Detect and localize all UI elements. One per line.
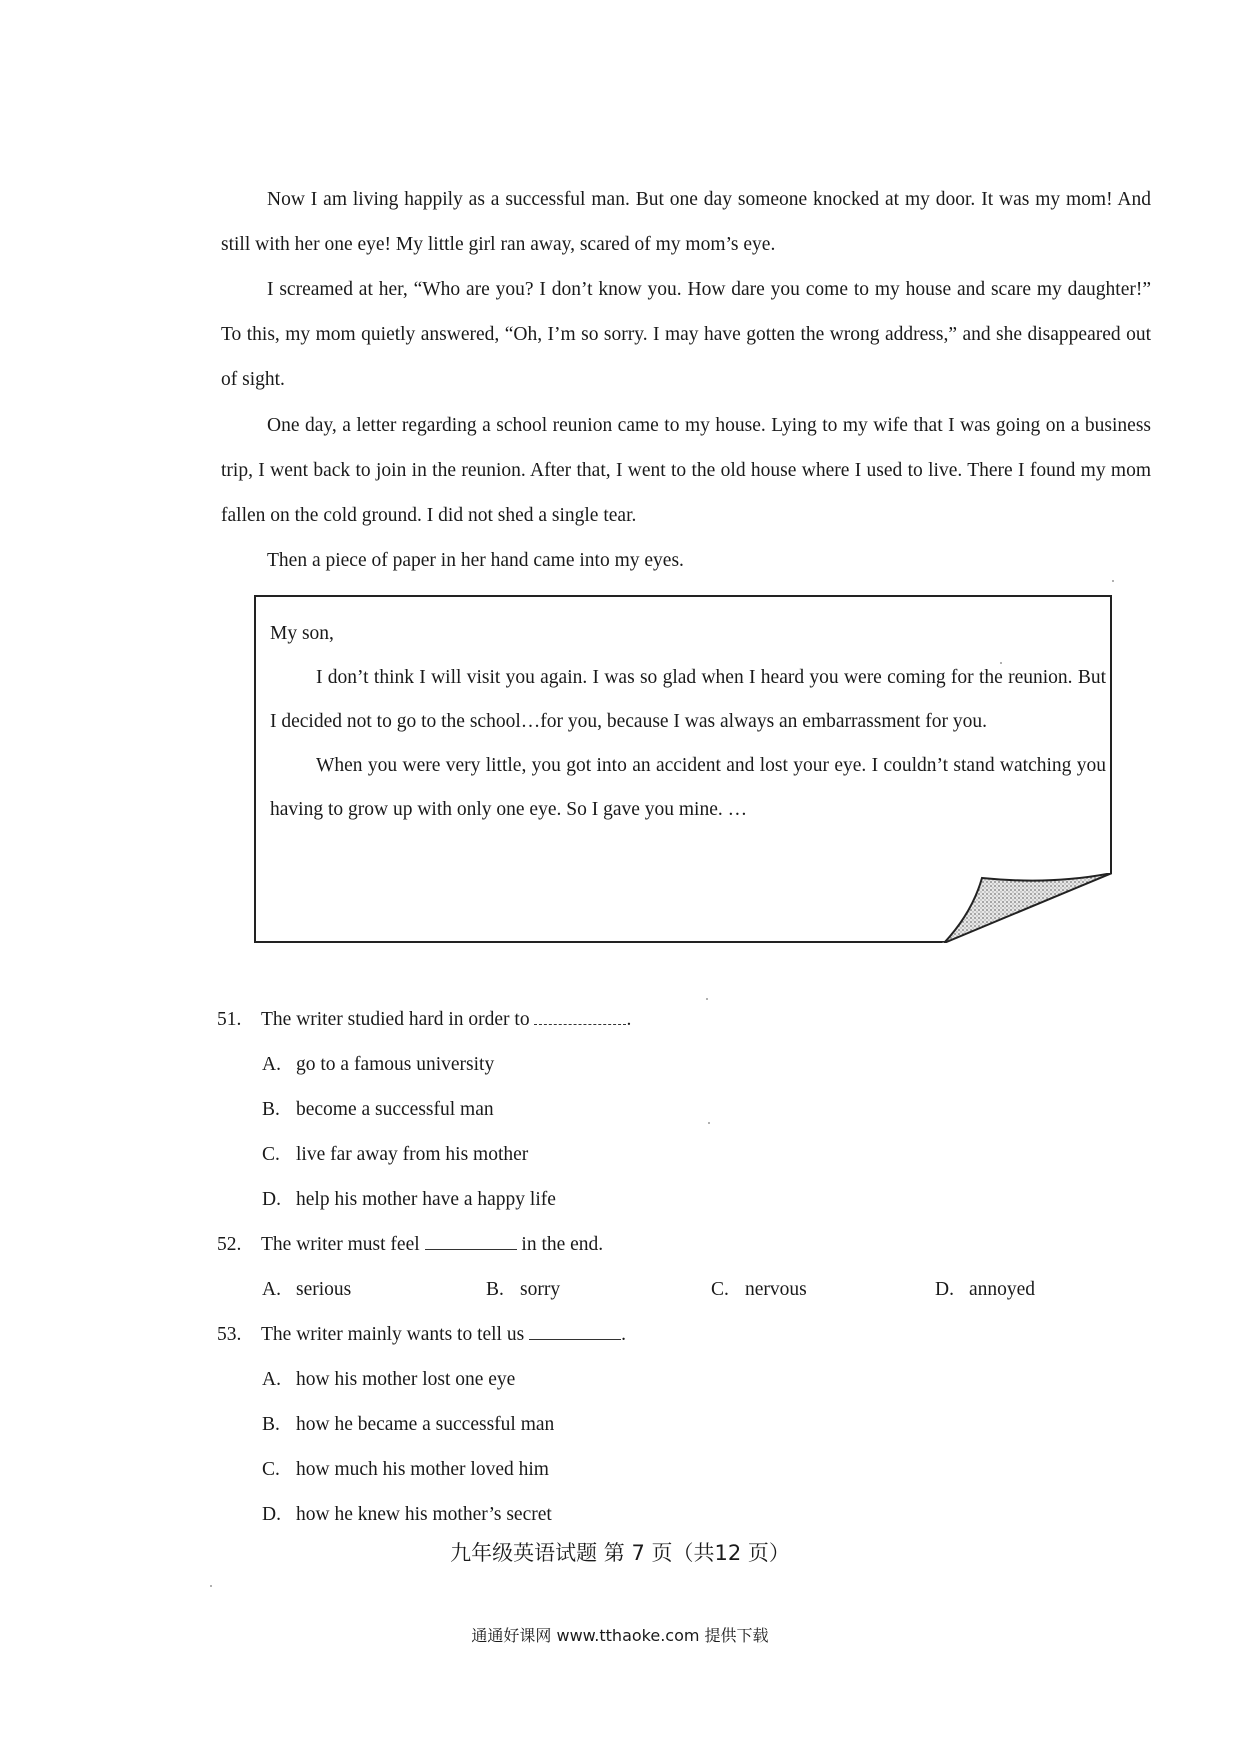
option-52-b [486,1267,560,1312]
option-key: C. [262,1459,280,1480]
option-53-d [262,1492,552,1537]
option-51-b [262,1087,494,1132]
option-key: A. [262,1054,281,1075]
option-text: go to a famous university [296,1054,495,1075]
question-53 [217,1312,626,1357]
download-note: 通通好课网 www.tthaoke.com 提供下载 [471,1626,769,1645]
option-text: nervous [745,1279,807,1300]
option-key: D. [262,1189,281,1210]
question-stem: The writer mainly wants to tell us [261,1324,525,1345]
question-number: 51. [217,1009,242,1030]
passage-paragraph-4: Then a piece of paper in her hand came into my eyes. [267,550,684,571]
option-key: D. [935,1279,954,1300]
option-52-d [935,1267,1035,1312]
scan-speck [708,1122,710,1124]
option-text: serious [296,1279,352,1300]
passage-paragraph-3: One day, a letter regarding a school reunion came to my house. Lying to my wife that I was going on a business trip, I went back to join in the reunion. After that, I went to the old house where I used to live. There I found my mom fallen on the cold ground. I did not shed a single tear. [221,415,1151,526]
option-text: help his mother have a happy life [296,1189,556,1210]
passage-paragraph-2: I screamed at her, “Who are you? I don’t know you. How dare you come to my house and scare my daughter!” To this, my mom quietly answered, “Oh, I’m so sorry. I may have gotten the wrong address,” and she disappeared out of sight. [221,279,1151,390]
scan-speck [706,998,708,1000]
option-key: A. [262,1279,281,1300]
option-key: B. [262,1414,280,1435]
answer-blank [534,1008,626,1025]
option-53-a [262,1357,515,1402]
option-text: sorry [520,1279,561,1300]
option-53-b [262,1402,554,1447]
option-key: D. [262,1504,281,1525]
letter-paragraph-1: I don’t think I will visit you again. I was so glad when I heard you were coming for the reunion. But I decided not to go to the school…for you, because I was always an embarrassment for you. [270,667,1106,732]
scan-speck [1112,580,1114,582]
question-51 [217,997,631,1042]
option-key: C. [711,1279,729,1300]
option-text: how much his mother loved him [296,1459,549,1480]
option-51-d [262,1177,556,1222]
letter-salutation: My son, [270,623,334,644]
question-stem-end: . [626,1009,632,1030]
page-curl-icon [942,873,1112,943]
letter-paragraph-2: When you were very little, you got into an accident and lost your eye. I couldn’t stand watching you having to grow up with only one eye. So I gave you mine. … [270,755,1106,820]
passage-paragraph-1: Now I am living happily as a successful man. But one day someone knocked at my door. It was my mom! And still with her one eye! My little girl ran away, scared of my mom’s eye. [221,189,1151,255]
option-text: how he became a successful man [296,1414,555,1435]
option-53-c [262,1447,549,1492]
option-52-c [711,1267,807,1312]
option-text: how his mother lost one eye [296,1369,516,1390]
question-number: 52. [217,1234,242,1255]
question-stem-end: in the end. [521,1234,604,1255]
answer-blank [529,1323,621,1340]
question-52 [217,1222,603,1267]
option-51-a [262,1042,494,1087]
option-text: live far away from his mother [296,1144,529,1165]
option-text: how he knew his mother’s secret [296,1504,552,1525]
option-key: B. [262,1099,280,1120]
option-51-c [262,1132,528,1177]
scan-speck [210,1585,212,1587]
answer-blank [425,1233,517,1250]
scan-speck [1000,662,1002,664]
option-key: A. [262,1369,281,1390]
question-stem-end: . [621,1324,626,1345]
option-key: C. [262,1144,280,1165]
letter-box [254,595,1112,943]
option-text: annoyed [969,1279,1036,1300]
letter-content [270,612,1106,832]
question-stem: The writer studied hard in order to [261,1009,530,1030]
question-stem: The writer must feel [261,1234,420,1255]
option-key: B. [486,1279,504,1300]
option-52-a [262,1267,351,1312]
question-number: 53. [217,1324,242,1345]
option-text: become a successful man [296,1099,494,1120]
page-footer: 九年级英语试题 第 7 页（共12 页） [450,1541,790,1565]
